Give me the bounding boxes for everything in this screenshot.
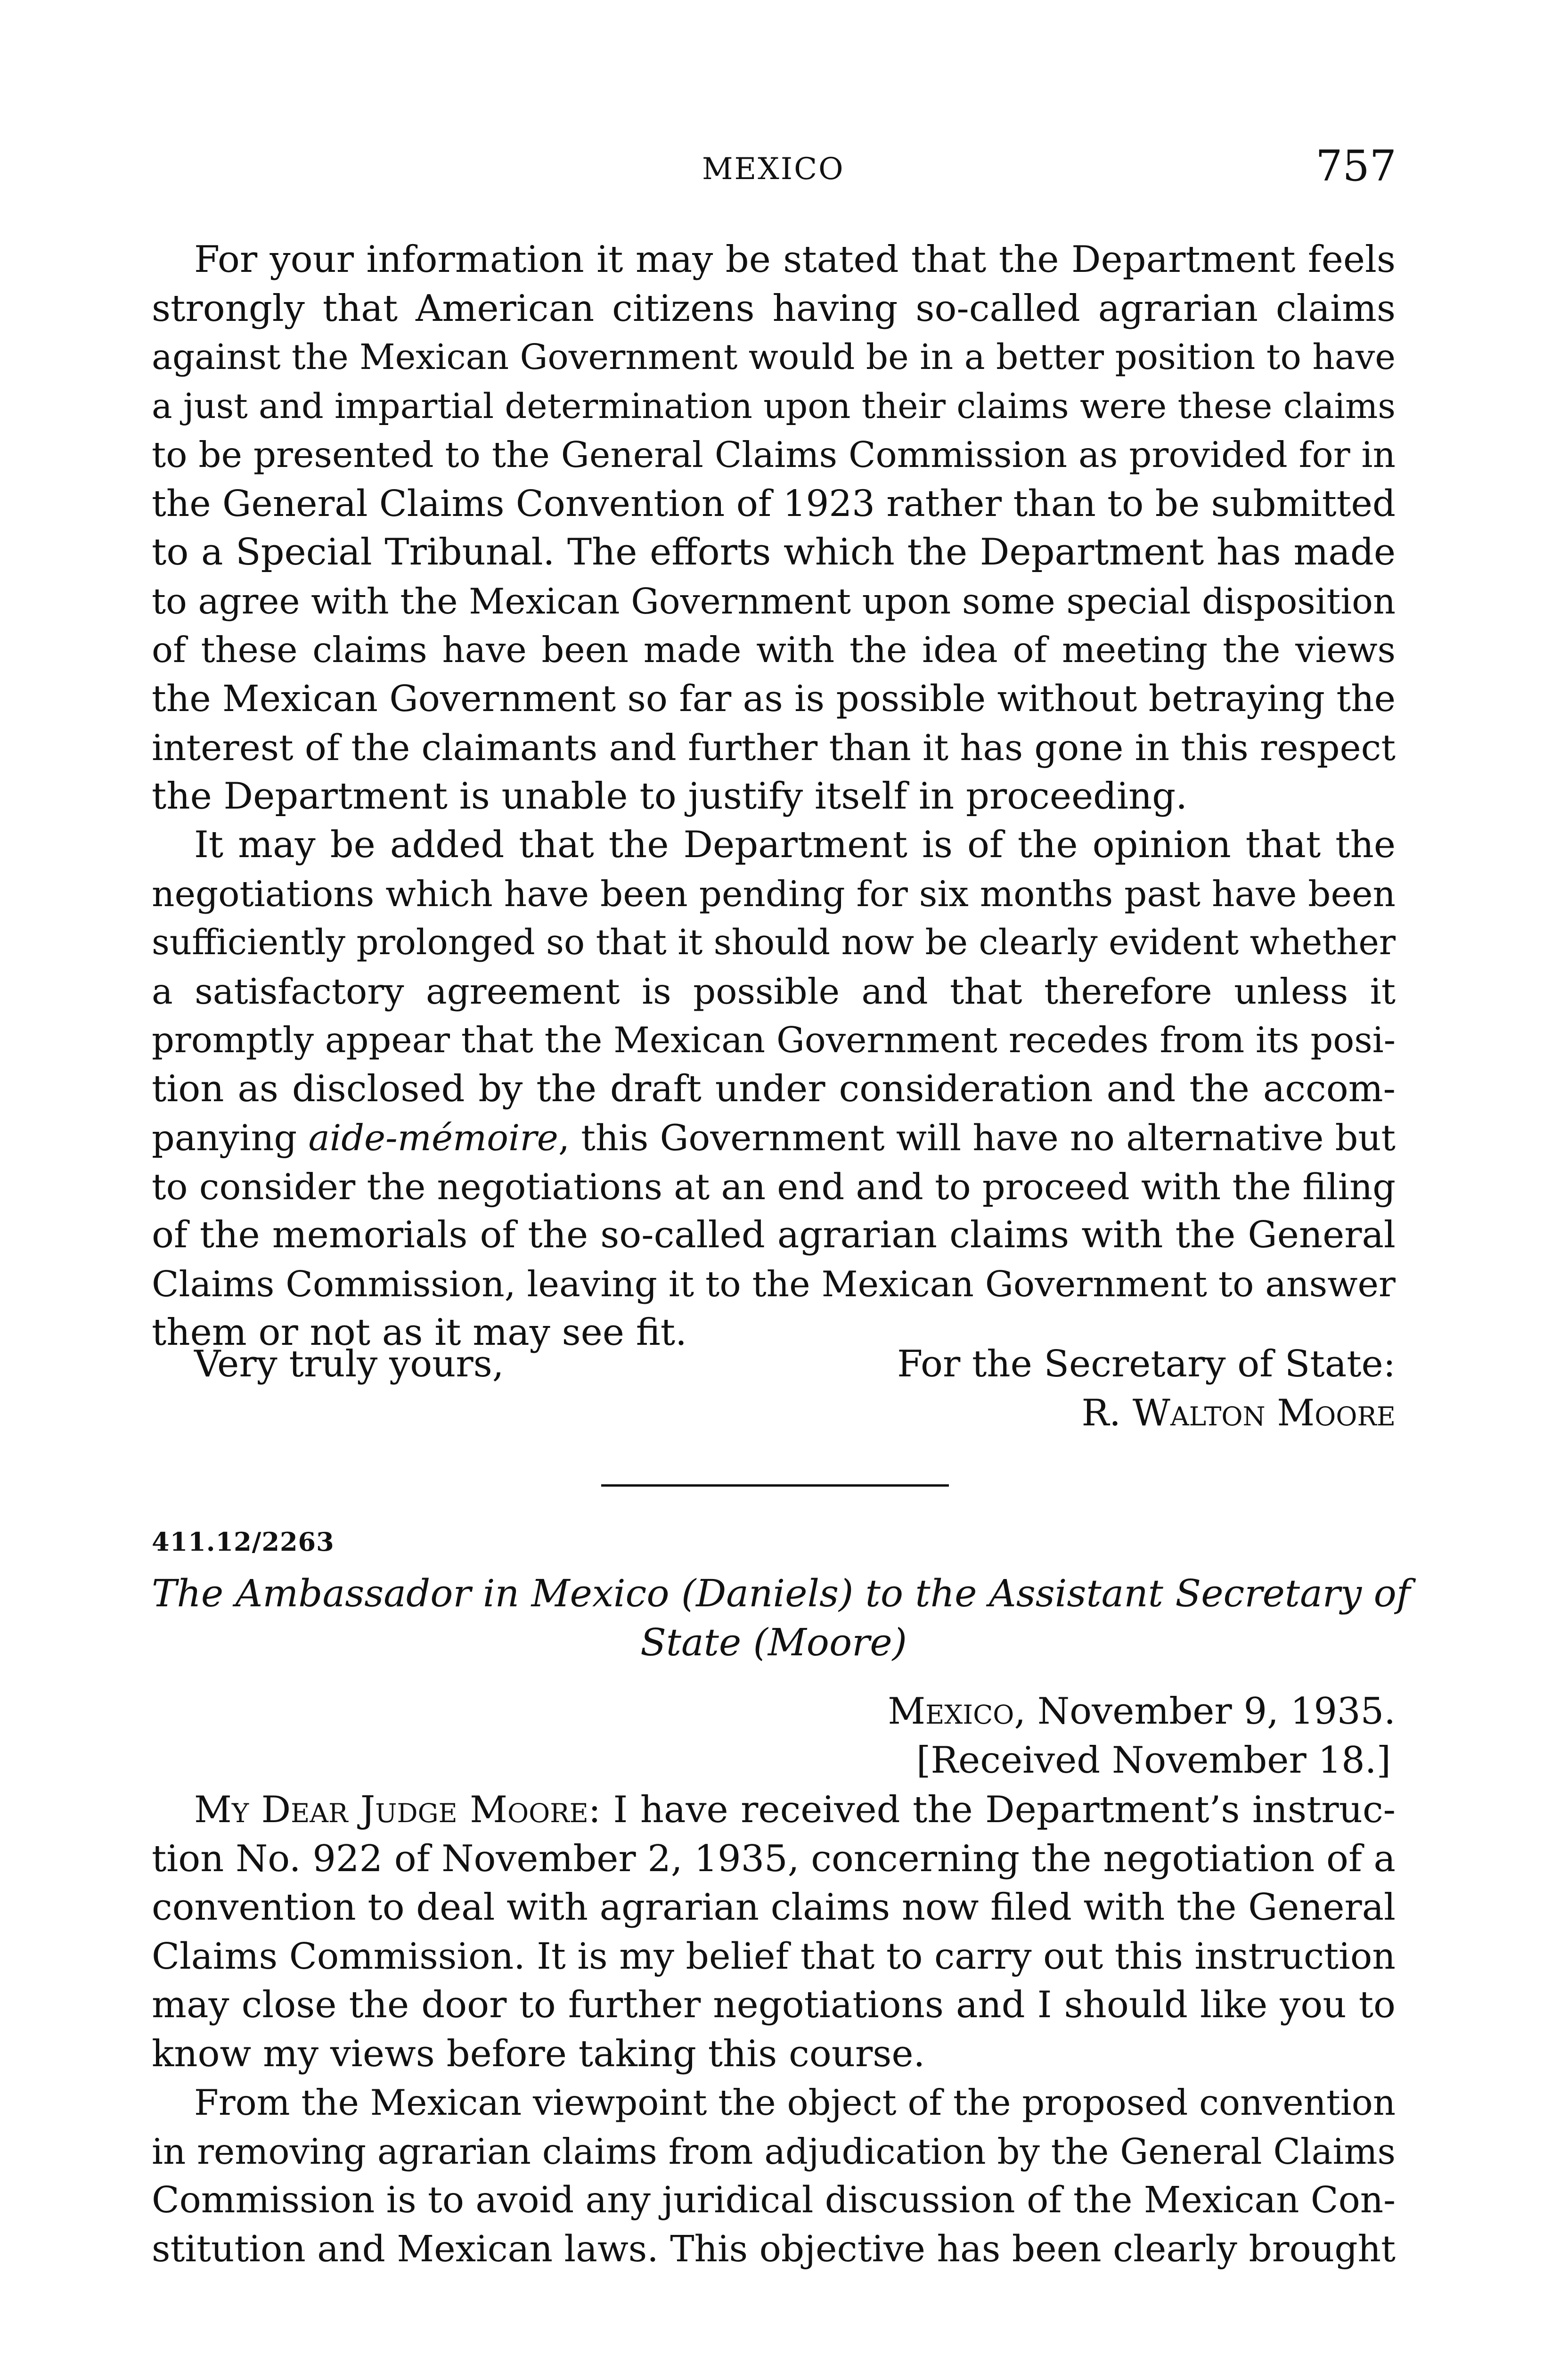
signature-authority: For the Secretary of State: — [897, 1343, 1396, 1385]
text-line: may close the door to further negotiations and I should like you to — [152, 1984, 1396, 2026]
text-line: in removing agrarian claims from adjudication by the General Claims — [152, 2130, 1396, 2172]
dateline-place-date — [888, 1687, 1396, 1736]
text-line: convention to deal with agrarian claims now filed with the General — [152, 1886, 1396, 1929]
text-line: the Department is unable to justify itself in proceeding. — [152, 775, 1188, 818]
text-line: stitution and Mexican laws. This objective has been clearly brought — [152, 2228, 1396, 2270]
text-line: From the Mexican viewpoint the object of the proposed convention — [194, 2082, 1396, 2123]
text-line: It may be added that the Department is of the opinion that the — [194, 824, 1396, 866]
text-line: to be presented to the General Claims Commission as provided for in — [152, 434, 1396, 475]
file-number: 411.12/2263 — [152, 1527, 335, 1557]
received-date: [Received November 18.] — [916, 1739, 1391, 1782]
text-line: promptly appear that the Mexican Government recedes from its posi- — [152, 1020, 1396, 1061]
letter1-p2 — [152, 821, 1396, 1358]
letter2-p1 — [152, 1786, 1396, 2078]
signature-name: R. Walton Moore — [1081, 1392, 1396, 1434]
text-line: know my views before taking this course. — [152, 2032, 925, 2075]
text-line: of the memorials of the so-called agrarian claims with the General — [152, 1214, 1396, 1256]
letter1-p1 — [152, 236, 1396, 821]
text-segment: : I have received the Department’s instruc- — [588, 1789, 1396, 1831]
text-line: to a Special Tribunal. The efforts which the Department has made — [152, 531, 1396, 573]
text-line: a satisfactory agreement is possible and that therefore unless it — [152, 970, 1396, 1012]
text-segment: panying — [152, 1117, 309, 1159]
text-line: to agree with the Mexican Government upon some special disposition — [152, 581, 1396, 622]
heading-line: State (Moore) — [640, 1620, 907, 1664]
text-line: to consider the negotiations at an end and to proceed with the filing — [152, 1165, 1396, 1208]
letter2-p2 — [152, 2078, 1396, 2274]
text-line: negotiations which have been pending for six months past have been — [152, 873, 1396, 915]
text-line: Claims Commission. It is my belief that to carry out this instruction — [152, 1935, 1396, 1978]
italic-term: aide-mémoire — [308, 1117, 558, 1159]
text-line: against the Mexican Government would be in a better position to have — [152, 337, 1396, 377]
dateline-place: Mexico — [888, 1690, 1014, 1733]
text-line-with-italic — [152, 1113, 1396, 1162]
text-line: Claims Commission, leaving it to the Mexican Government to answer — [152, 1263, 1396, 1305]
salutation: My Dear Judge Moore — [194, 1789, 588, 1831]
text-line: sufficiently prolonged so that it should now be clearly evident whether — [152, 923, 1396, 963]
heading-line: The Ambassador in Mexico (Daniels) to the Assistant Secretary of — [152, 1571, 1411, 1615]
text-line: the General Claims Convention of 1923 rather than to be submitted — [152, 483, 1396, 525]
text-line: strongly that American citizens having so-called agrarian claims — [152, 287, 1396, 330]
text-line-with-salutation — [152, 1786, 1396, 1835]
text-line: a just and impartial determination upon their claims were these claims — [152, 386, 1396, 426]
letter1-closing — [194, 1343, 1396, 1447]
text-line: tion as disclosed by the draft under consideration and the accom- — [152, 1067, 1396, 1110]
dateline-date: , November 9, 1935. — [1014, 1690, 1396, 1733]
page-number: 757 — [1315, 141, 1396, 191]
letter2-body — [152, 1786, 1396, 2274]
running-header — [0, 141, 1568, 198]
document-heading — [152, 1569, 1411, 1667]
letter1-body — [152, 236, 1396, 1358]
valediction: Very truly yours, — [194, 1343, 504, 1385]
text-line: of these claims have been made with the idea of meeting the views — [152, 630, 1396, 671]
text-line: the Mexican Government so far as is possible without betraying the — [152, 678, 1396, 720]
dateline — [888, 1687, 1396, 1785]
text-line: interest of the claimants and further than it has gone in this respect — [152, 727, 1396, 769]
text-line: Commission is to avoid any juridical discussion of the Mexican Con- — [152, 2179, 1396, 2221]
running-head: MEXICO — [702, 152, 845, 187]
text-segment: , this Government will have no alternative but — [558, 1117, 1396, 1159]
text-line: tion No. 922 of November 2, 1935, concerning the negotiation of a — [152, 1837, 1396, 1880]
text-line: For your information it may be stated that the Department feels — [194, 238, 1396, 281]
text-line: them or not as it may see fit. — [152, 1311, 687, 1354]
section-divider — [601, 1484, 949, 1487]
